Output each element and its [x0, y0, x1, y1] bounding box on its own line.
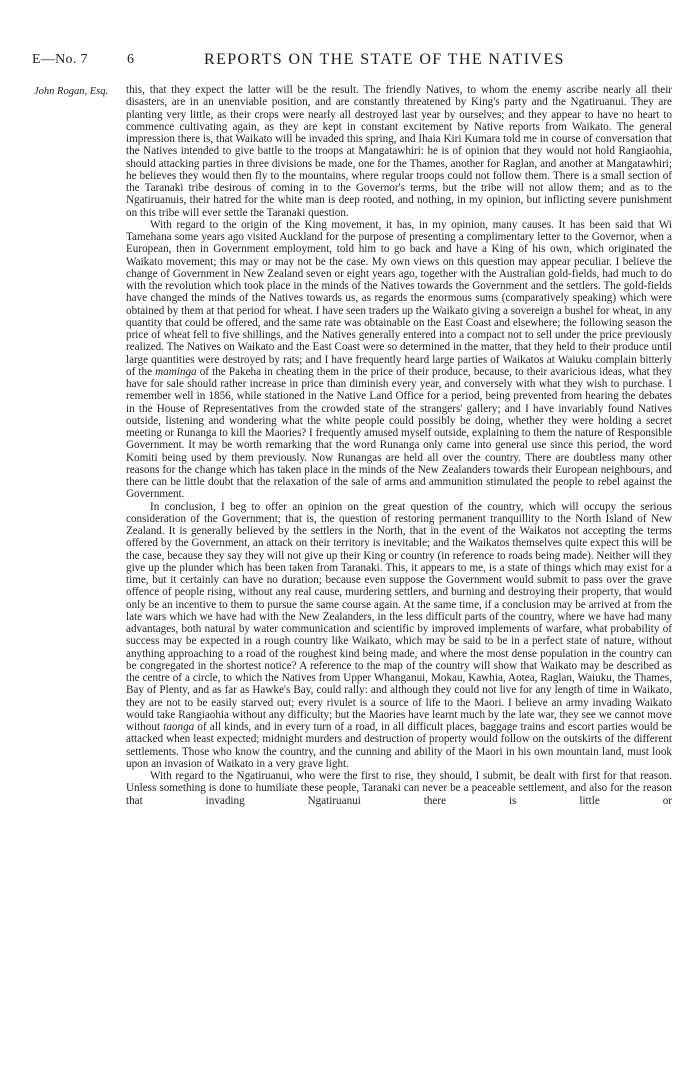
paragraph-1: this, that they expect the latter will be the result. The friendly Natives, to whom the enemy ascribe nearly all their disasters, are in an unenviable position, and are constantly threatened by King's party and the Ngatiruanui. They are planting very little, as their crops were nearly all destroyed last year by ourselves; and they appear to have no heart to commence cultivating again, as they are kept in constant excitement by Native reports from Waikato. The general impression there is, that Waikato will be invaded this spring, and Ihaia Kiri Kumara told me in course of conversation that the Natives intended to give battle to the troops at Mangatawhiri: he is of opinion that they would not hold Rangiaohia, should attacking parties in three divisions be made, one for the Thames, another for Raglan, and another at Mangatawhiri; he believes they would then fly to the mountains, where regular troops could not follow them. There is a small section of the Taranaki tribe desirous of coming in to the Governor's terms, but the tribe will not allow them; and as to the Ngatiruanuis, their hatred for the white man is deep rooted, and nothing, in my opinion, but inflicting severe punishment on this tribe will ever settle the Taranaki question.: [126, 84, 672, 219]
document-reference: E—No. 7: [32, 52, 88, 67]
page-header: [0, 52, 700, 76]
paragraph-4: With regard to the Ngatiruanui, who were the first to rise, they should, I submit, be dealt with first for that reason. Unless something is done to humiliate these people, Taranaki can never be a peaceable settlement, and also for the reason that invading Ngatiruanui there is little or: [126, 770, 672, 807]
paragraph-2: [126, 219, 672, 501]
paragraph-3-part-2: of all kinds, and in every turn of a road, in all difficult places, baggage trains and escort parties would be attacked when least expected; midnight murders and destruction of property would follow on the outskirts of the different settlements. Those who know the country, and the cunning and ability of the Maori in his own mountain land, must look upon an invasion of Waikato in a very grave light.: [126, 721, 673, 770]
paragraph-2-part-2: of the Pakeha in cheating them in the price of their produce, because, to their avaricious ideas, what they have for sale should rather increase in price than diminish every year, and conversely with what they wish to purchase. I remember well in 1856, while stationed in the Native Land Office for a period, being prevented from hearing the debates in the House of Representatives from the crowded state of the strangers' gallery; and I have invariably found Natives outside, listening and wondering what the white people could possibly be doing, whether they were holding a secret meeting or Runanga to kill the Maories? I frequently amused myself outside, explaining to them the nature of Responsible Government. It may be worth remarking that the word Runanga only came into general use since this period, the word Komiti being used by them previously. Now Runangas are held all over the country. There are doubtless many other reasons for the change which has taken place in the minds of the New Zealanders towards their European neighbours, and there can be little doubt that the relaxation of the sale of arms and ammunition stimulated the people to rebel against the Government.: [126, 365, 672, 501]
paragraph-2-part-1: With regard to the origin of the King movement, it has, in my opinion, many causes. It has been said that Wi Tamehana some years ago visited Auckland for the purpose of presenting a complimentary letter to the Governor, when a European, then in Government employment, told him to go back and have a King of his own, which originated the Waikato movement; this may or may not be the case. My own views on this question may appear peculiar. I believe the change of Government in New Zealand seven or eight years ago, together with the Australian gold-fields, had much to do with the revolution which took place in the minds of the Natives towards the Government and the settlers. The gold-fields have changed the minds of the Natives towards us, as regards the enormous sums (comparatively speaking) which were obtained by them at that period for wheat. I have seen traders up the Waikato giving a sovereign a bushel for wheat, in any quantity that could be offered, and the same rate was obtainable on the East Coast and elsewhere; the following season the price of wheat fell to five shillings, and the Natives generally entered into a compact not to sell under the price previously realized. The Natives on Waikato and the East Coast were so determined in the matter, that they held to their produce until large quantities were destroyed by rats; and I have frequently heard large parties of Waikatos at Waiuku complain bitterly of the: [126, 218, 672, 378]
paragraph-3: [126, 501, 672, 771]
paragraph-3-part-1: In conclusion, I beg to offer an opinion on the great question of the country, which will occupy the serious consideration of the Government; that is, the question of restoring permanent tranquillity to the North Island of New Zealand. It is generally believed by the settlers in the North, that in the event of the Waikatos not accepting the terms offered by the Government, an attack on their territory is inevitable; and the Waikatos themselves quite expect this will be the case, because they say they will not give up their King or country (in reference to roads being made). Neither will they give up the plunder which has been taken from Taranaki. This, it appears to me, is a state of things which may exist for a time, but it certainly can have no duration; because even suppose the Government would submit to pass over the grave offence of people rising, without any real cause, murdering settlers, and burning and destroying their property, that would only be an incentive to them to pursue the same course again. At the same time, if a conclusion may be arrived at from the late wars which we have had with the New Zealanders, in the less difficult parts of the country, where we have had many advantages, both natural by water communication and scientific by improved implements of warfare, what probability of success may be expected in a rough country like Waikato, which may be said to be in a perfect state of nature, without anything approaching to a road of the roughest kind being made, and where the most dense population in the country can be congregated in the shortest notice? A reference to the map of the country will show that Waikato may be described as the centre of a circle, to which the Natives from Upper Whanganui, Mokau, Kawhia, Aotea, Raglan, Waiuku, the Thames, Bay of Plenty, and as far as Hawke's Bay, could rally: and although they could not live for any length of time in Waikato, they are not to be easily starved out; every rivulet is a source of life to the Maori. I believe an army invading Waikato would take Rangiaohia without any difficulty; but the Maories have learnt much by the late war, they see we cannot move without: [126, 500, 672, 733]
page-number: 6: [127, 52, 134, 67]
body-text: [126, 84, 672, 807]
maori-word-maminga: maminga: [155, 365, 197, 378]
page-title: REPORTS ON THE STATE OF THE NATIVES: [204, 51, 565, 68]
maori-word-taonga: taonga: [163, 721, 195, 733]
margin-note-author: John Rogan, Esq.: [34, 86, 109, 97]
